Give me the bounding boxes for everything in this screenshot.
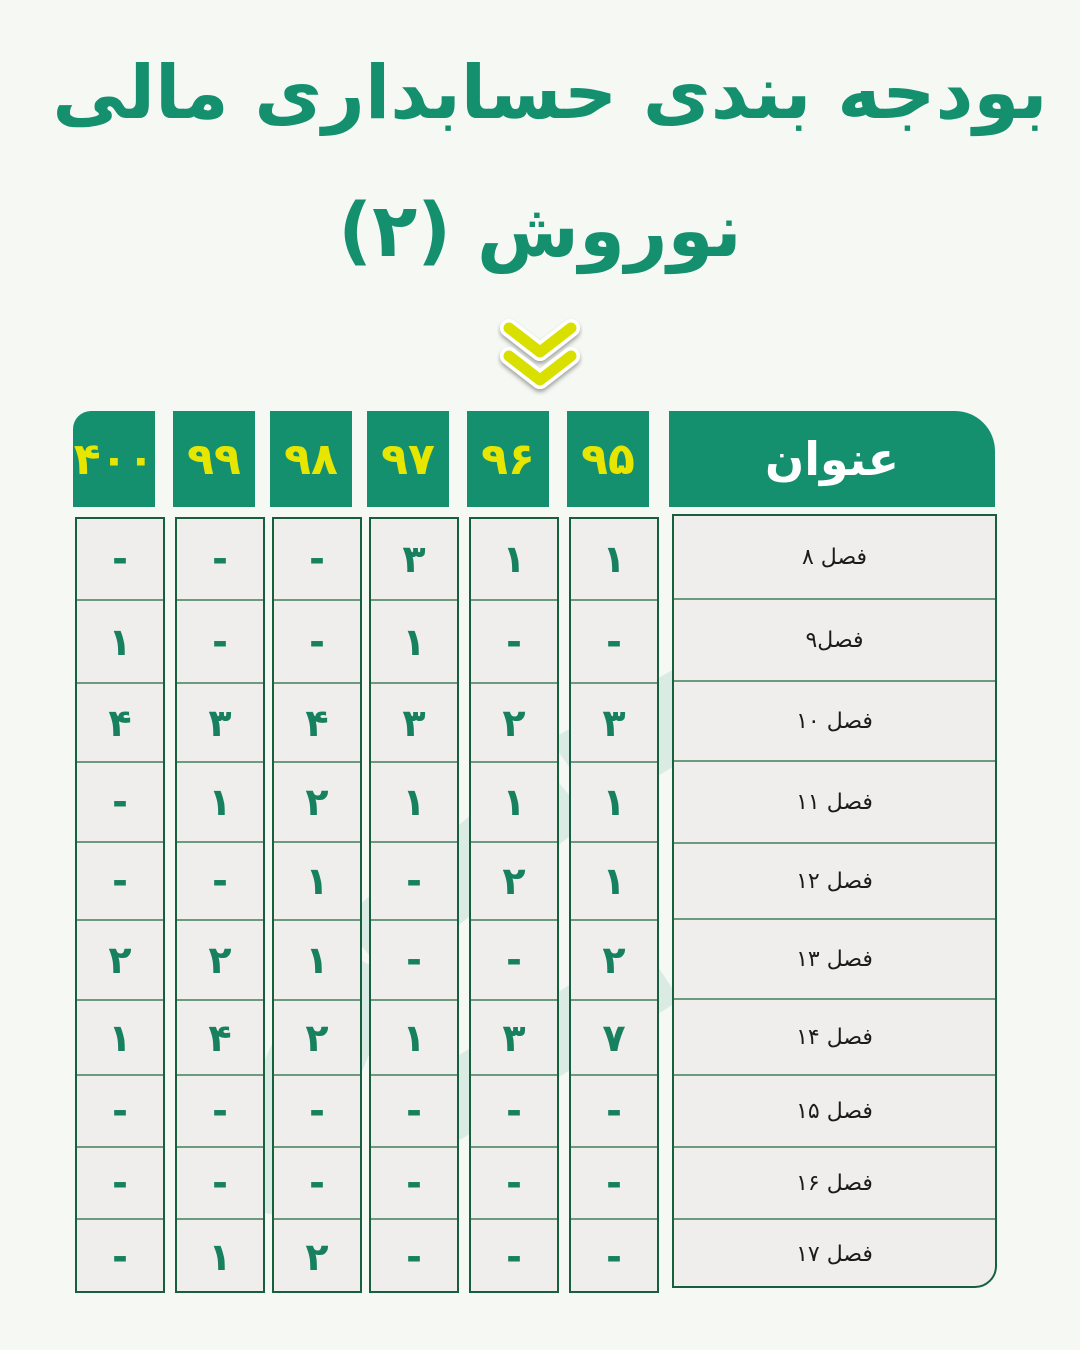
table-cell: ۲ <box>471 843 557 921</box>
table-cell: ۱ <box>571 843 657 921</box>
header-year-97: ۹۷ <box>367 411 449 507</box>
table-cell: - <box>177 601 263 684</box>
page-title: بودجه بندی حسابداری مالی <box>52 50 1048 136</box>
table-cell: - <box>274 1148 360 1220</box>
table-cell: - <box>371 1148 457 1220</box>
column-year-95 <box>569 517 659 1293</box>
table-cell: ۷ <box>571 1001 657 1076</box>
table-cell: ۱ <box>471 519 557 601</box>
table-cell: ۱ <box>274 921 360 1001</box>
table-cell: - <box>77 1148 163 1220</box>
column-year-96 <box>469 517 559 1293</box>
column-year-99 <box>175 517 265 1293</box>
row-label: فصل ۱۷ <box>796 1241 873 1267</box>
row-label: فصل ۱۱ <box>674 762 995 844</box>
table-cell: - <box>177 1148 263 1220</box>
table-cell: ۱ <box>571 519 657 601</box>
table-cell: - <box>506 1234 522 1279</box>
table-cell: ۱ <box>208 1234 232 1279</box>
row-label: فصل ۱۴ <box>674 1000 995 1076</box>
row-label: فصل ۱۲ <box>674 844 995 920</box>
table-cell: - <box>177 519 263 601</box>
table-cell: ۲ <box>77 921 163 1001</box>
table-cell: - <box>371 921 457 1001</box>
table-cell: ۱ <box>571 763 657 843</box>
table-cell: - <box>274 1076 360 1148</box>
table-cell: - <box>177 843 263 921</box>
column-year-97 <box>369 517 459 1293</box>
table-cell: ۲ <box>274 1001 360 1076</box>
table-cell: ۲ <box>305 1234 329 1279</box>
row-label: فصل ۱۰ <box>674 682 995 762</box>
table-cell: - <box>471 921 557 1001</box>
table-cell: ۱ <box>274 843 360 921</box>
table-cell: - <box>77 519 163 601</box>
page-subtitle: نوروش (۲) <box>338 188 742 274</box>
table-cell: ۲ <box>274 763 360 843</box>
table-cell: - <box>471 1148 557 1220</box>
header-year-99: ۹۹ <box>173 411 255 507</box>
table-cell: - <box>606 1234 622 1279</box>
column-year-400 <box>75 517 165 1293</box>
table-cell: - <box>77 763 163 843</box>
table-cell: - <box>406 1234 422 1279</box>
table-cell: - <box>77 1076 163 1148</box>
header-year-96: ۹۶ <box>467 411 549 507</box>
table-cell: ۲ <box>471 684 557 763</box>
table-cell: ۱ <box>471 763 557 843</box>
header-year-98: ۹۸ <box>270 411 352 507</box>
table-cell: - <box>471 1076 557 1148</box>
table-cell: - <box>177 1076 263 1148</box>
table-cell: ۴ <box>77 684 163 763</box>
table-cell: - <box>112 1234 128 1279</box>
table-cell: ۴ <box>177 1001 263 1076</box>
table-cell: ۲ <box>177 921 263 1001</box>
chevron-down-icon <box>497 316 583 396</box>
table-cell: ۲ <box>571 921 657 1001</box>
column-year-98 <box>272 517 362 1293</box>
table-cell: ۱ <box>77 1001 163 1076</box>
header-year-95: ۹۵ <box>567 411 649 507</box>
table-cell: ۳ <box>177 684 263 763</box>
table-cell: ۳ <box>371 519 457 601</box>
column-titles <box>672 514 997 1288</box>
table-cell: ۴ <box>274 684 360 763</box>
table-cell: - <box>471 601 557 684</box>
table-cell: - <box>571 601 657 684</box>
table-cell: ۱ <box>371 763 457 843</box>
table-cell: - <box>274 519 360 601</box>
row-label: فصل ۱۳ <box>674 920 995 1000</box>
row-label: فصل ۱۶ <box>674 1148 995 1220</box>
table-cell: - <box>371 1076 457 1148</box>
header-title: عنوان <box>669 411 995 507</box>
table-cell: - <box>571 1076 657 1148</box>
table-cell: - <box>571 1148 657 1220</box>
table-cell: ۱ <box>77 601 163 684</box>
table-cell: - <box>77 843 163 921</box>
row-label: فصل ۱۵ <box>674 1076 995 1148</box>
table-cell: ۳ <box>471 1001 557 1076</box>
row-label: فصل ۸ <box>674 516 995 600</box>
table-cell: ۱ <box>371 601 457 684</box>
row-label: فصل۹ <box>674 600 995 682</box>
header-year-400: ۴۰۰ <box>73 411 155 507</box>
table-cell: - <box>274 601 360 684</box>
table-cell: ۳ <box>371 684 457 763</box>
table-cell: ۳ <box>571 684 657 763</box>
table-cell: ۱ <box>177 763 263 843</box>
table-cell: ۱ <box>371 1001 457 1076</box>
table-cell: - <box>371 843 457 921</box>
